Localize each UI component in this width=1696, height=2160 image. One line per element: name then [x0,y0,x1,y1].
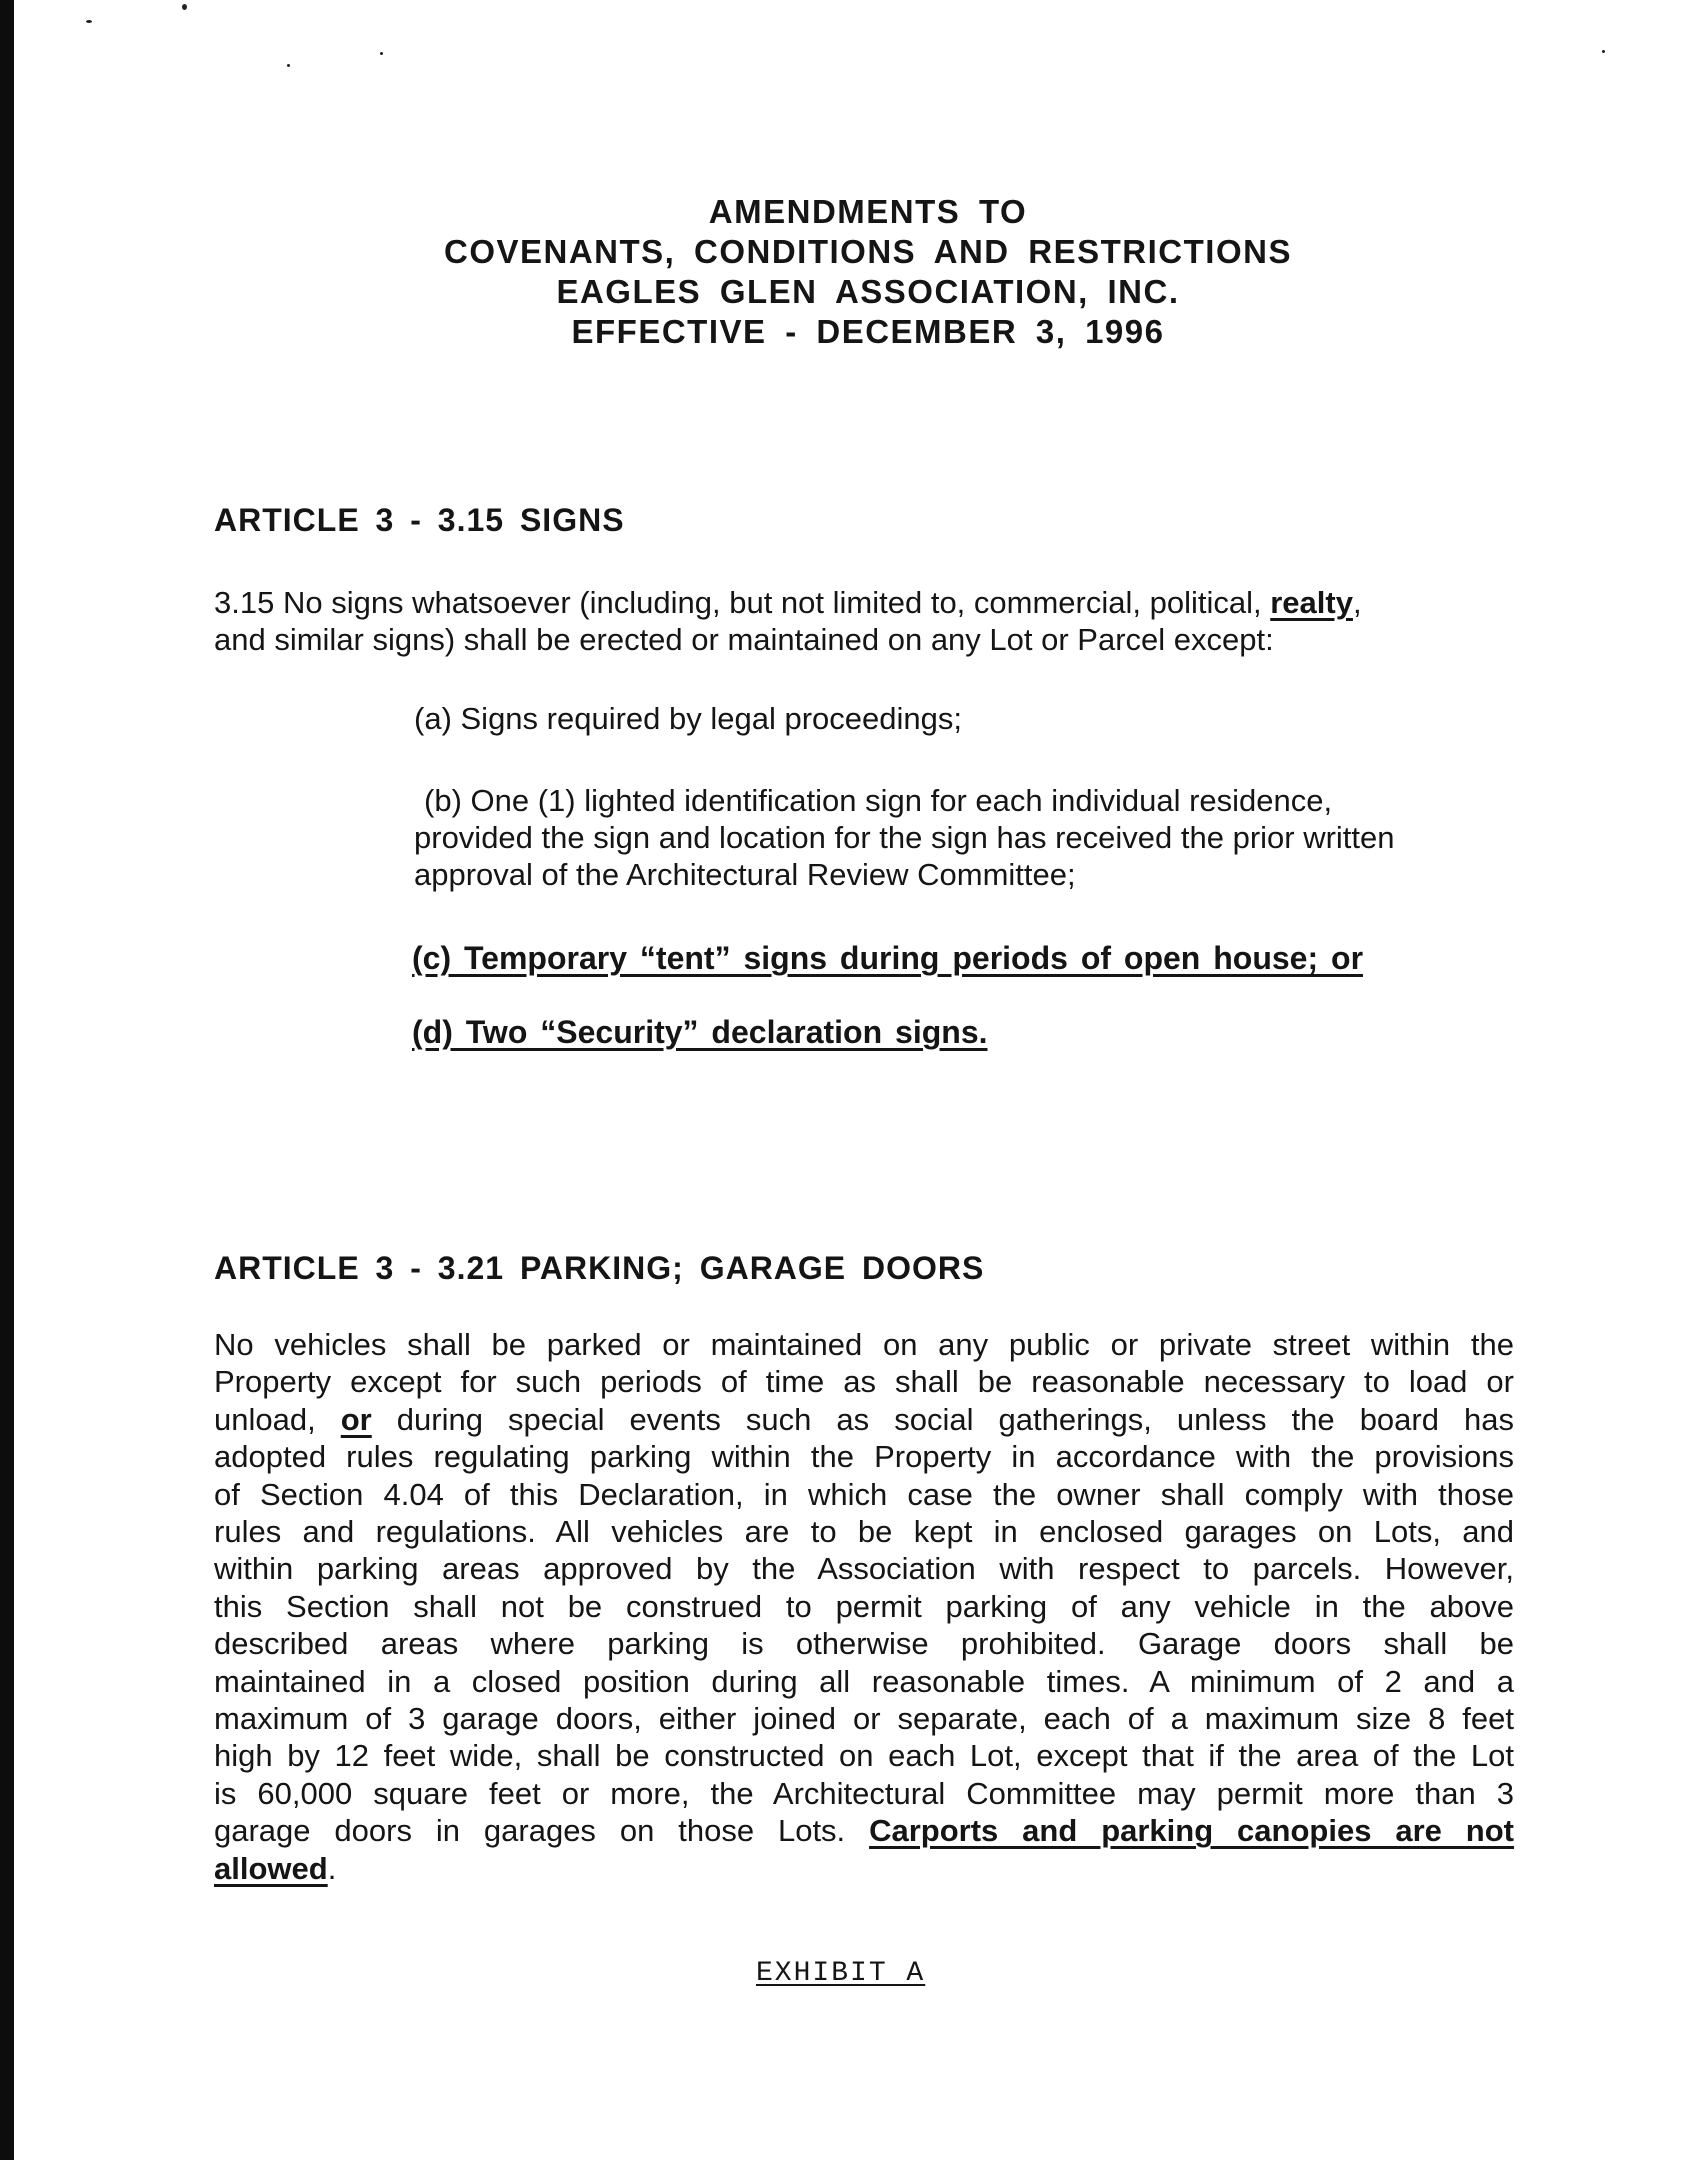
paragraph-line: maximum of 3 garage doors, either joined or separate, each of a maximum size 8 feet [214,1701,1514,1737]
signs-intro-paragraph [214,584,1512,658]
paragraph-line: (a) Signs required by legal proceedings; [414,701,962,736]
paragraph-line: this Section shall not be construed to permit parking of any vehicle in the above [214,1588,1514,1624]
signs-item-d: (d) Two “Security” declaration signs. [412,1014,988,1050]
paragraph-line [214,584,1512,621]
parking-paragraph [214,1326,1514,1887]
title-line: EFFECTIVE - DECEMBER 3, 1996 [571,313,1165,350]
document-title [300,192,1436,352]
paragraph-line: described areas where parking is otherwise prohibited. Garage doors shall be [214,1626,1514,1662]
signs-item-b [414,782,1426,893]
emphasis-text: allowed [214,1850,328,1886]
title-line: AMENDMENTS TO [708,193,1028,230]
parking-heading: ARTICLE 3 - 3.21 PARKING; GARAGE DOORS [214,1250,985,1286]
text-segment: 3.15 No signs whatsoever (including, but not limited to, commercial, political, [214,585,1271,620]
exhibit-label: EXHIBIT A [756,1958,926,1989]
emphasis-text: Carports and parking canopies are not [869,1813,1514,1849]
text-segment: garage doors in garages on those Lots. [214,1813,870,1849]
text-segment: unload, [214,1401,341,1437]
paragraph-line: and similar signs) shall be erected or maintained on any Lot or Parcel except: [214,622,1274,657]
paragraph-line: adopted rules regulating parking within the Property in accordance with the provisions [214,1439,1514,1475]
text-segment: during special events such as social gatherings, unless the board has [371,1401,1514,1437]
signs-item-a [414,700,962,737]
paragraph-line: maintained in a closed position during all reasonable times. A minimum of 2 and a [214,1663,1514,1699]
scan-speck [380,52,383,55]
scan-speck [1602,50,1605,53]
title-line: EAGLES GLEN ASSOCIATION, INC. [556,273,1180,310]
signs-heading: ARTICLE 3 - 3.15 SIGNS [214,502,625,538]
scan-left-edge [0,0,14,2160]
emphasis-text: realty [1270,585,1353,620]
paragraph-line: Property except for such periods of time as shall be reasonable necessary to load or [214,1364,1514,1400]
paragraph-line: provided the sign and location for the sign has received the prior written [414,820,1395,855]
text-segment: . [327,1850,337,1886]
scan-speck [182,4,187,10]
paragraph-line [214,1401,1514,1438]
paragraph-line: No vehicles shall be parked or maintained on any public or private street within the [214,1327,1514,1362]
scan-speck [287,64,290,67]
paragraph-line: is 60,000 square feet or more, the Architectural Committee may permit more than 3 [214,1775,1514,1811]
signs-item-c: (c) Temporary “tent” signs during periods of open house; or [412,940,1364,976]
emphasis-text: or [340,1401,372,1437]
paragraph-line [214,1812,1514,1849]
paragraph-line: (b) One (1) lighted identification sign for each individual residence, [424,783,1333,818]
paragraph-line: approval of the Architectural Review Committee; [414,857,1076,892]
paragraph-line: rules and regulations. All vehicles are to be kept in enclosed garages on Lots, and [214,1514,1514,1550]
paragraph-line: within parking areas approved by the Association with respect to parcels. However, [214,1551,1514,1587]
scan-speck [86,20,92,23]
paragraph-line: of Section 4.04 of this Declaration, in which case the owner shall comply with those [214,1476,1514,1512]
title-line: COVENANTS, CONDITIONS AND RESTRICTIONS [444,233,1292,270]
paragraph-line [214,1850,1514,1887]
paragraph-line: high by 12 feet wide, shall be constructed on each Lot, except that if the area of the Lot [214,1738,1514,1774]
text-segment: , [1352,585,1362,620]
